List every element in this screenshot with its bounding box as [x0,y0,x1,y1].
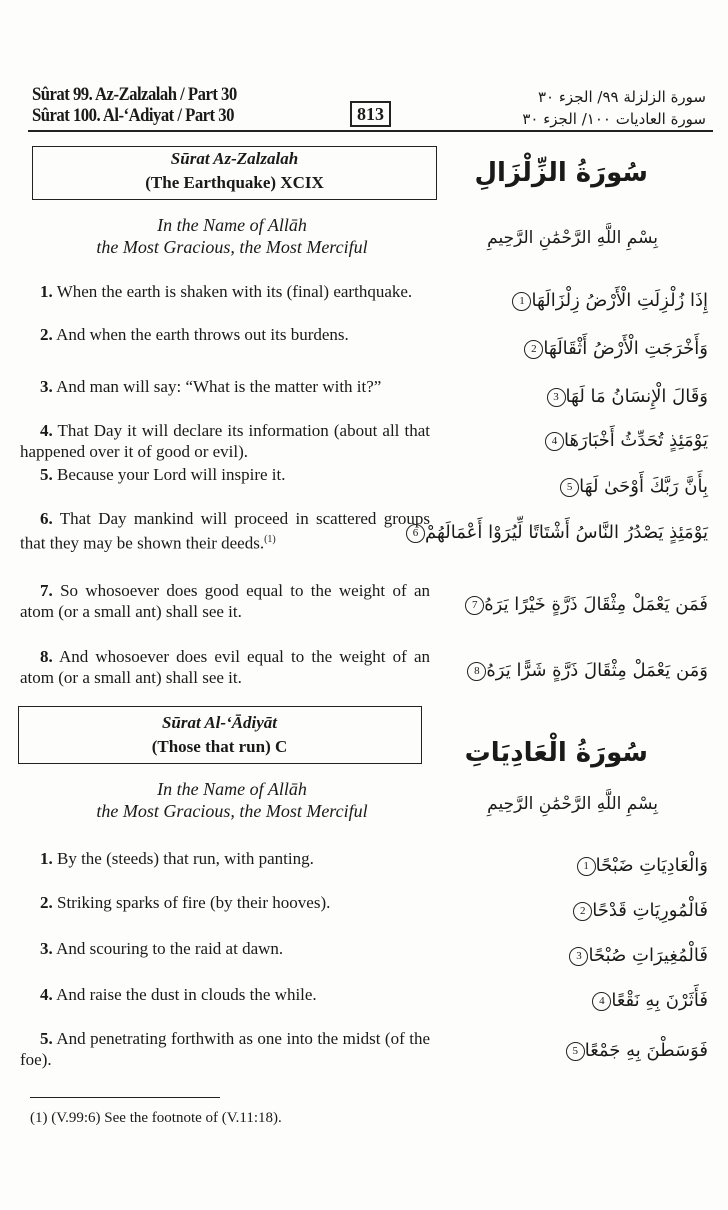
verse-text: That Day mankind will proceed in scattered groups that they may be shown their deeds. [20,509,430,553]
verse-number: 2. [40,893,53,912]
surah-subtitle: (Those that run) C [151,737,288,756]
verse-arabic [541,430,708,451]
verse-english [20,281,430,302]
basmala-arabic: بِسْمِ اللَّهِ الرَّحْمَٰنِ الرَّحِيمِ [487,794,658,814]
verse-english [20,464,430,485]
verse-arabic [588,990,708,1011]
verse-number: 3. [40,939,53,958]
verse-number-circle: 4 [545,432,564,451]
verse-arabic [565,945,708,966]
verse-arabic [508,290,708,311]
verse-arabic-text: فَأَثَرْنَ بِهِ نَقْعًا [611,990,708,1011]
verse-text: And scouring to the raid at dawn. [56,939,284,958]
verse-english [20,420,430,462]
verse-arabic [573,855,708,876]
verse-arabic [543,386,708,407]
basmala-line-2: the Most Gracious, the Most Merciful [96,801,368,821]
arabic-surah-title: سُورَةُ الْعَادِيَاتِ [464,738,648,768]
verse-text: And when the earth throws out its burdens. [56,325,349,344]
verse-english [20,508,430,554]
verse-text: And raise the dust in clouds the while. [56,985,317,1004]
basmala-line-1: In the Name of Allāh [157,779,307,799]
verse-number: 1. [40,849,53,868]
verse-arabic-text: وَأَخْرَجَتِ الْأَرْضُ أَثْقَالَهَا [543,338,708,359]
verse-number-circle: 8 [467,662,486,681]
verse-text: When the earth is shaken with its (final) earthquake. [56,282,413,301]
verse-english [20,892,430,913]
verse-text: Striking sparks of fire (by their hooves). [57,893,331,912]
verse-text: By the (steeds) that run, with panting. [57,849,314,868]
verse-arabic-text: يَوْمَئِذٍ يَصْدُرُ النَّاسُ أَشْتَاتًا لِّيُرَوْا أَعْمَالَهُمْ [425,522,708,543]
page-number: 813 [350,101,391,127]
basmala-english [32,214,432,258]
verse-english [20,376,430,397]
verse-english [20,984,430,1005]
basmala-line-2: the Most Gracious, the Most Merciful [96,237,368,257]
verse-arabic-text: وَمَن يَعْمَلْ مِثْقَالَ ذَرَّةٍ شَرًّا يَرَهُ [486,660,708,681]
header-rule [28,130,713,132]
footnote-rule [30,1097,220,1098]
verse-arabic-text: إِذَا زُلْزِلَتِ الْأَرْضُ زِلْزَالَهَا [531,290,708,311]
verse-number-circle: 3 [569,947,588,966]
verse-number: 6. [40,509,53,528]
verse-number-circle: 7 [465,596,484,615]
verse-arabic [562,1040,708,1061]
verse-number: 8. [40,647,53,666]
verse-arabic [520,338,708,359]
verse-text: That Day it will declare its information (about all that happened over it of good or evil). [20,421,430,461]
footnote-ref: (1) [264,534,276,545]
verse-number-circle: 5 [560,478,579,497]
verse-number-circle: 4 [592,992,611,1011]
verse-number-circle: 3 [547,388,566,407]
verse-number: 5. [40,465,53,484]
verse-arabic-text: فَالْمُورِيَاتِ قَدْحًا [592,900,708,921]
verse-english [20,580,430,622]
verse-english [20,848,430,869]
verse-text: And whosoever does evil equal to the weight of an atom (or a small ant) shall see it. [20,647,431,687]
verse-english [20,1028,430,1070]
verse-arabic [463,660,708,681]
verse-number-circle: 2 [524,340,543,359]
verse-number-circle: 1 [577,857,596,876]
verse-text: And man will say: “What is the matter with it?” [56,377,382,396]
surah-subtitle: (The Earthquake) XCIX [145,173,324,192]
verse-number-circle: 6 [406,524,425,543]
verse-arabic-text: فَوَسَطْنَ بِهِ جَمْعًا [584,1040,708,1061]
verse-text: So whosoever does good equal to the weight of an atom (or a small ant) shall see it. [20,581,431,621]
verse-arabic-text: فَمَن يَعْمَلْ مِثْقَالَ ذَرَّةٍ خَيْرًا يَرَهُ [484,594,708,615]
verse-arabic-text: وَالْعَادِيَاتِ ضَبْحًا [595,855,708,876]
surah-title-box-1 [32,146,437,200]
verse-number-circle: 1 [512,292,531,311]
header-arabic-2: سورة العاديات ١٠٠/ الجزء ٣٠ [522,110,706,128]
basmala-english [32,778,432,822]
verse-number: 4. [40,985,53,1004]
header-surah-99: Sûrat 99. Az-Zalzalah / Part 30 [32,84,237,105]
surah-title-box-2 [18,706,422,764]
verse-arabic-text: يَوْمَئِذٍ تُحَدِّثُ أَخْبَارَهَا [563,430,708,451]
verse-arabic [556,476,708,497]
verse-arabic-text: فَالْمُغِيرَاتِ صُبْحًا [588,945,708,966]
verse-number: 1. [40,282,53,301]
verse-number: 2. [40,325,53,344]
basmala-arabic: بِسْمِ اللَّهِ الرَّحْمَٰنِ الرَّحِيمِ [487,228,658,248]
verse-arabic-text: وَقَالَ الْإِنسَانُ مَا لَهَا [565,386,708,407]
basmala-line-1: In the Name of Allāh [157,215,307,235]
surah-title: Sūrat Al-‘Ādiyāt [161,713,278,732]
surah-title: Sūrat Az-Zalzalah [170,149,299,168]
verse-english [20,938,430,959]
verse-number: 3. [40,377,53,396]
header-surah-100: Sûrat 100. Al-‘Adiyat / Part 30 [32,105,234,126]
verse-number: 5. [40,1029,53,1048]
verse-text: And penetrating forthwith as one into the midst (of the foe). [20,1029,431,1069]
verse-text: Because your Lord will inspire it. [57,465,286,484]
verse-number-circle: 2 [573,902,592,921]
header-arabic-1: سورة الزلزلة ٩٩/ الجزء ٣٠ [537,88,706,106]
verse-number: 4. [40,421,53,440]
verse-arabic [402,522,708,543]
verse-arabic [569,900,708,921]
verse-number-circle: 5 [566,1042,585,1061]
verse-english [20,646,430,688]
footnote: (1) (V.99:6) See the footnote of (V.11:18). [30,1110,282,1126]
verse-english [20,324,430,345]
verse-number: 7. [40,581,53,600]
verse-arabic-text: بِأَنَّ رَبَّكَ أَوْحَىٰ لَهَا [579,476,708,497]
arabic-surah-title: سُورَةُ الزِّلْزَالِ [474,158,648,188]
verse-arabic [461,594,708,615]
